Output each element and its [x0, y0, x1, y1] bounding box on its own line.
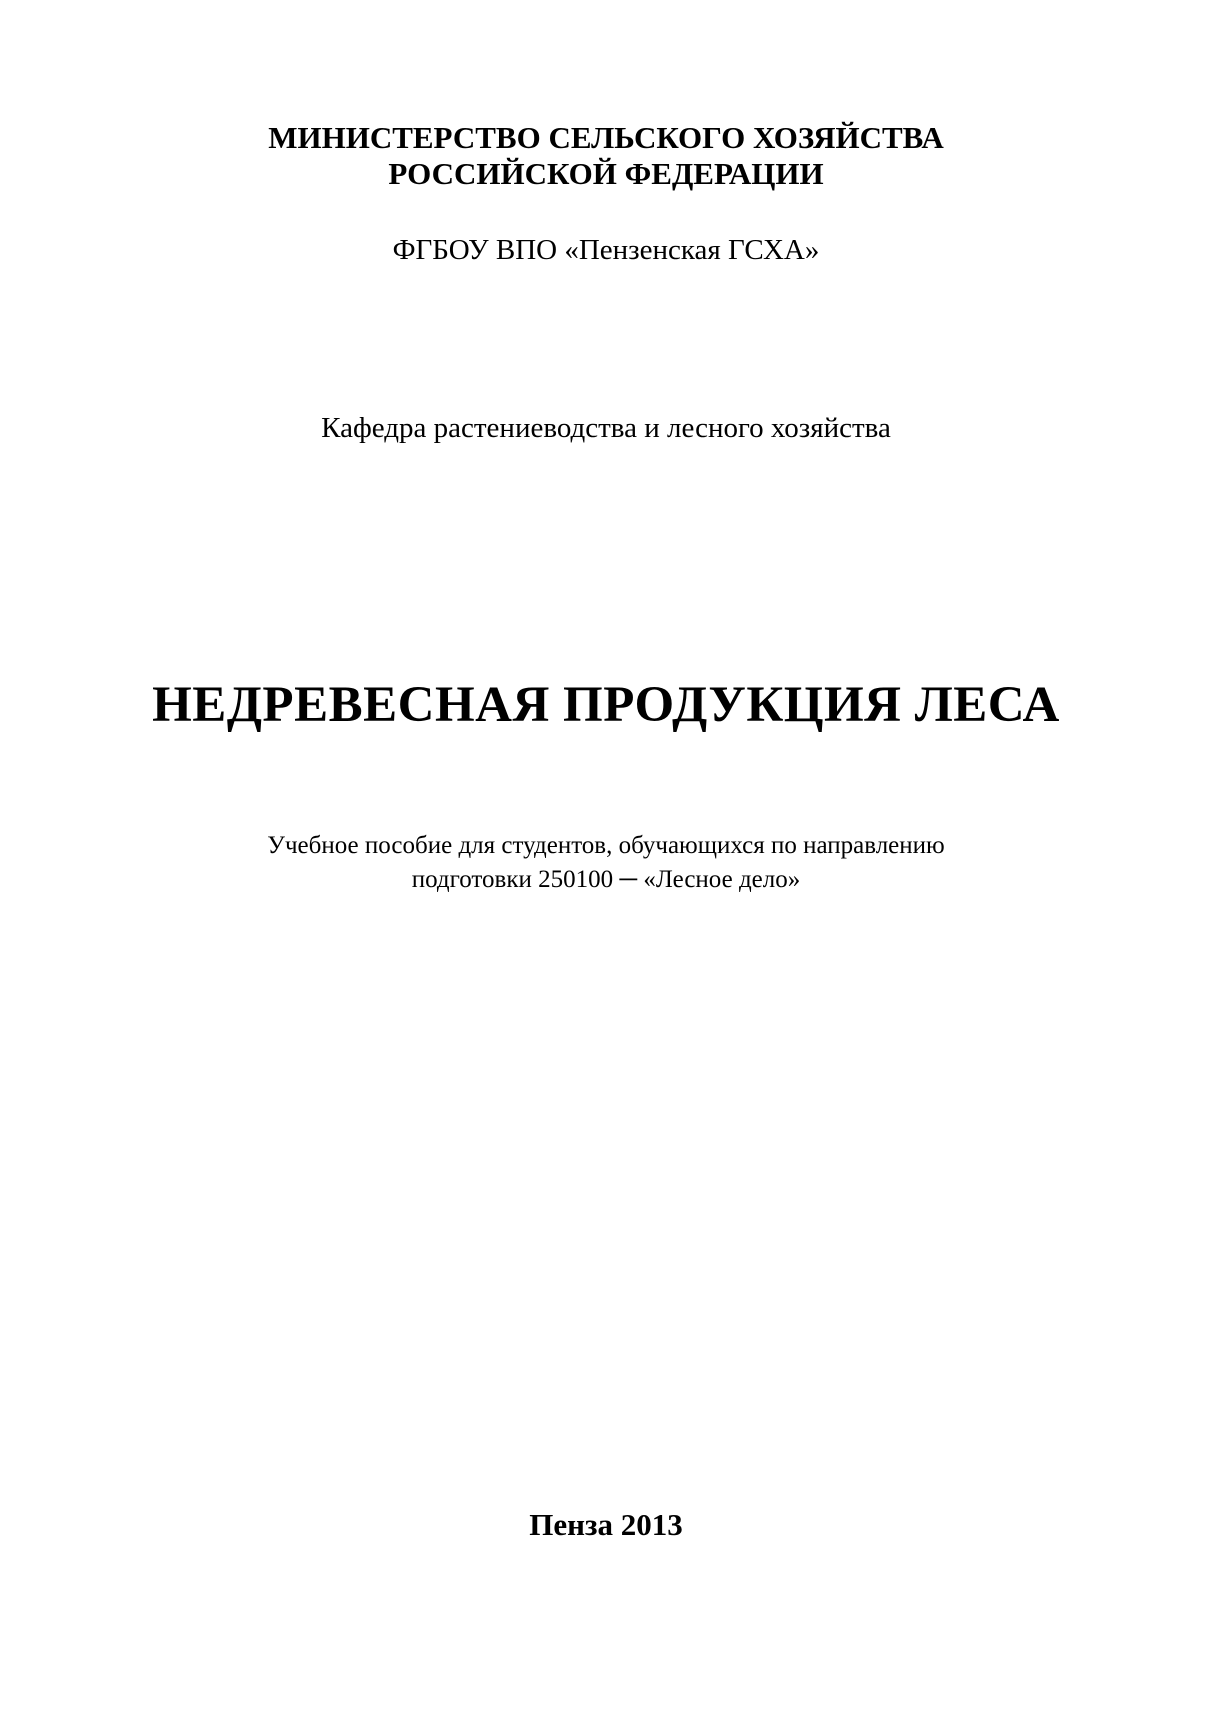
document-title: НЕДРЕВЕСНАЯ ПРОДУКЦИЯ ЛЕСА	[152, 677, 1060, 733]
subtitle-line-2: подготовки 250100 ─ «Лесное дело»	[411, 866, 801, 893]
ministry-line-1: МИНИСТЕРСТВО СЕЛЬСКОГО ХОЗЯЙСТВА	[268, 120, 944, 155]
institution-name: ФГБОУ ВПО «Пензенская ГСХА»	[392, 234, 820, 266]
ministry-line-2: РОССИЙСКОЙ ФЕДЕРАЦИИ	[388, 156, 824, 191]
place-year: Пенза 2013	[529, 1507, 683, 1542]
subtitle-line-1: Учебное пособие для студентов, обучающихся по направлению	[267, 832, 945, 859]
department-name: Кафедра растениеводства и лесного хозяйства	[321, 412, 891, 444]
